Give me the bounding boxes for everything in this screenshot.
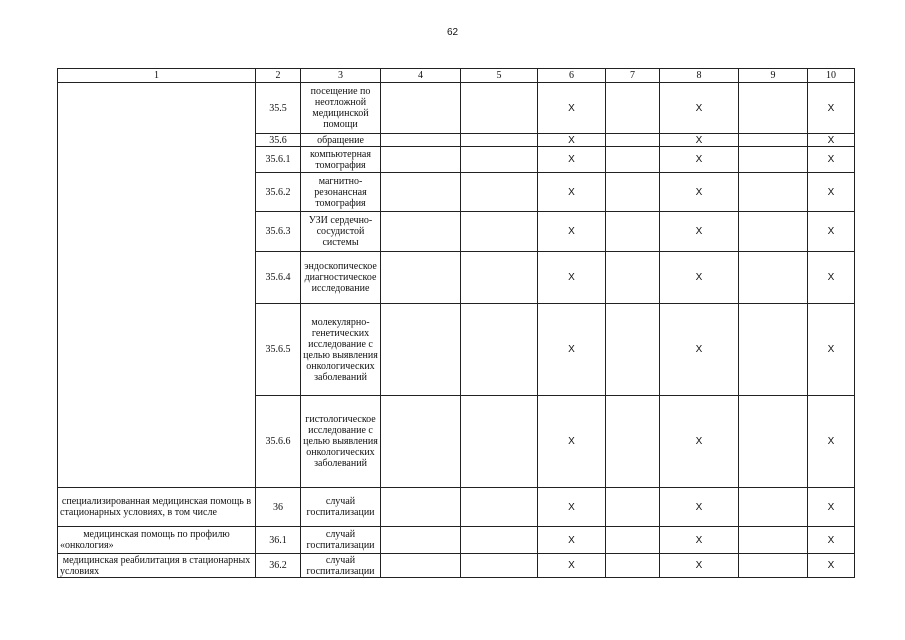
empty-cell <box>381 212 461 252</box>
table-row <box>58 83 855 134</box>
unit-cell: компьютерная томография <box>301 147 381 173</box>
header-cell: 4 <box>381 69 461 83</box>
unit-cell: магнитно-резонансная томография <box>301 173 381 212</box>
empty-cell <box>381 134 461 147</box>
x-mark: X <box>660 488 739 527</box>
empty-cell <box>461 83 538 134</box>
code-cell: 35.6.5 <box>256 304 301 396</box>
empty-cell <box>461 147 538 173</box>
empty-cell <box>381 396 461 488</box>
empty-cell <box>739 554 808 578</box>
empty-cell <box>606 147 660 173</box>
unit-cell: случай госпитализации <box>301 488 381 527</box>
empty-cell <box>381 83 461 134</box>
x-mark: X <box>808 252 855 304</box>
code-cell: 35.6.3 <box>256 212 301 252</box>
header-cell: 3 <box>301 69 381 83</box>
unit-cell: обращение <box>301 134 381 147</box>
empty-cell <box>606 173 660 212</box>
x-mark: X <box>808 396 855 488</box>
x-mark: X <box>808 212 855 252</box>
empty-cell <box>381 173 461 212</box>
x-mark: X <box>538 527 606 554</box>
table-row <box>58 488 855 527</box>
page-number: 62 <box>446 27 459 38</box>
section-cell: медицинская реабилитация в стационарных условиях <box>58 554 256 578</box>
x-mark: X <box>808 488 855 527</box>
header-cell: 10 <box>808 69 855 83</box>
empty-cell <box>381 527 461 554</box>
x-mark: X <box>660 252 739 304</box>
header-cell: 5 <box>461 69 538 83</box>
x-mark: X <box>538 304 606 396</box>
x-mark: X <box>660 396 739 488</box>
code-cell: 36.2 <box>256 554 301 578</box>
header-cell: 9 <box>739 69 808 83</box>
x-mark: X <box>660 212 739 252</box>
empty-cell <box>461 554 538 578</box>
empty-cell <box>381 147 461 173</box>
empty-cell <box>461 252 538 304</box>
x-mark: X <box>660 173 739 212</box>
empty-cell <box>739 488 808 527</box>
header-cell: 7 <box>606 69 660 83</box>
empty-cell <box>461 134 538 147</box>
table-row <box>58 527 855 554</box>
x-mark: X <box>538 147 606 173</box>
empty-cell <box>606 554 660 578</box>
x-mark: X <box>660 147 739 173</box>
x-mark: X <box>538 134 606 147</box>
empty-cell <box>606 304 660 396</box>
header-cell: 2 <box>256 69 301 83</box>
empty-cell <box>381 304 461 396</box>
x-mark: X <box>660 83 739 134</box>
x-mark: X <box>538 212 606 252</box>
x-mark: X <box>538 396 606 488</box>
section-cell: специализированная медицинская помощь в стационарных условиях, в том числе <box>58 488 256 527</box>
empty-cell <box>739 173 808 212</box>
empty-cell <box>461 212 538 252</box>
x-mark: X <box>808 134 855 147</box>
x-mark: X <box>808 173 855 212</box>
empty-cell <box>461 527 538 554</box>
section-cell <box>58 83 256 488</box>
header-cell: 6 <box>538 69 606 83</box>
x-mark: X <box>808 527 855 554</box>
unit-cell: случай госпитализации <box>301 554 381 578</box>
x-mark: X <box>538 488 606 527</box>
x-mark: X <box>538 554 606 578</box>
empty-cell <box>606 252 660 304</box>
empty-cell <box>739 304 808 396</box>
unit-cell: эндоскопическое диагностическое исследование <box>301 252 381 304</box>
empty-cell <box>739 527 808 554</box>
x-mark: X <box>808 304 855 396</box>
code-cell: 35.5 <box>256 83 301 134</box>
unit-cell: посещение по неотложной медицинской помощи <box>301 83 381 134</box>
x-mark: X <box>660 134 739 147</box>
x-mark: X <box>538 173 606 212</box>
empty-cell <box>381 554 461 578</box>
table-row <box>58 554 855 578</box>
empty-cell <box>606 527 660 554</box>
data-table <box>57 68 855 578</box>
empty-cell <box>739 83 808 134</box>
empty-cell <box>739 134 808 147</box>
empty-cell <box>606 83 660 134</box>
empty-cell <box>461 396 538 488</box>
code-cell: 35.6.4 <box>256 252 301 304</box>
unit-cell: УЗИ сердечно-сосудистой системы <box>301 212 381 252</box>
x-mark: X <box>538 83 606 134</box>
x-mark: X <box>808 147 855 173</box>
empty-cell <box>381 488 461 527</box>
code-cell: 35.6.1 <box>256 147 301 173</box>
x-mark: X <box>660 527 739 554</box>
code-cell: 36 <box>256 488 301 527</box>
code-cell: 36.1 <box>256 527 301 554</box>
header-cell: 8 <box>660 69 739 83</box>
x-mark: X <box>660 554 739 578</box>
empty-cell <box>381 252 461 304</box>
empty-cell <box>461 488 538 527</box>
unit-cell: случай госпитализации <box>301 527 381 554</box>
x-mark: X <box>808 554 855 578</box>
code-cell: 35.6 <box>256 134 301 147</box>
code-cell: 35.6.2 <box>256 173 301 212</box>
code-cell: 35.6.6 <box>256 396 301 488</box>
empty-cell <box>461 304 538 396</box>
unit-cell: гистологическое исследование с целью выявления онкологических заболеваний <box>301 396 381 488</box>
empty-cell <box>739 212 808 252</box>
empty-cell <box>606 212 660 252</box>
empty-cell <box>606 134 660 147</box>
empty-cell <box>606 488 660 527</box>
empty-cell <box>739 396 808 488</box>
x-mark: X <box>660 304 739 396</box>
empty-cell <box>606 396 660 488</box>
header-cell: 1 <box>58 69 256 83</box>
unit-cell: молекулярно-генетических исследование с целью выявления онкологических заболеваний <box>301 304 381 396</box>
x-mark: X <box>538 252 606 304</box>
x-mark: X <box>808 83 855 134</box>
header-row <box>58 69 855 83</box>
empty-cell <box>739 147 808 173</box>
empty-cell <box>461 173 538 212</box>
empty-cell <box>739 252 808 304</box>
section-cell: медицинская помощь по профилю «онкология» <box>58 527 256 554</box>
